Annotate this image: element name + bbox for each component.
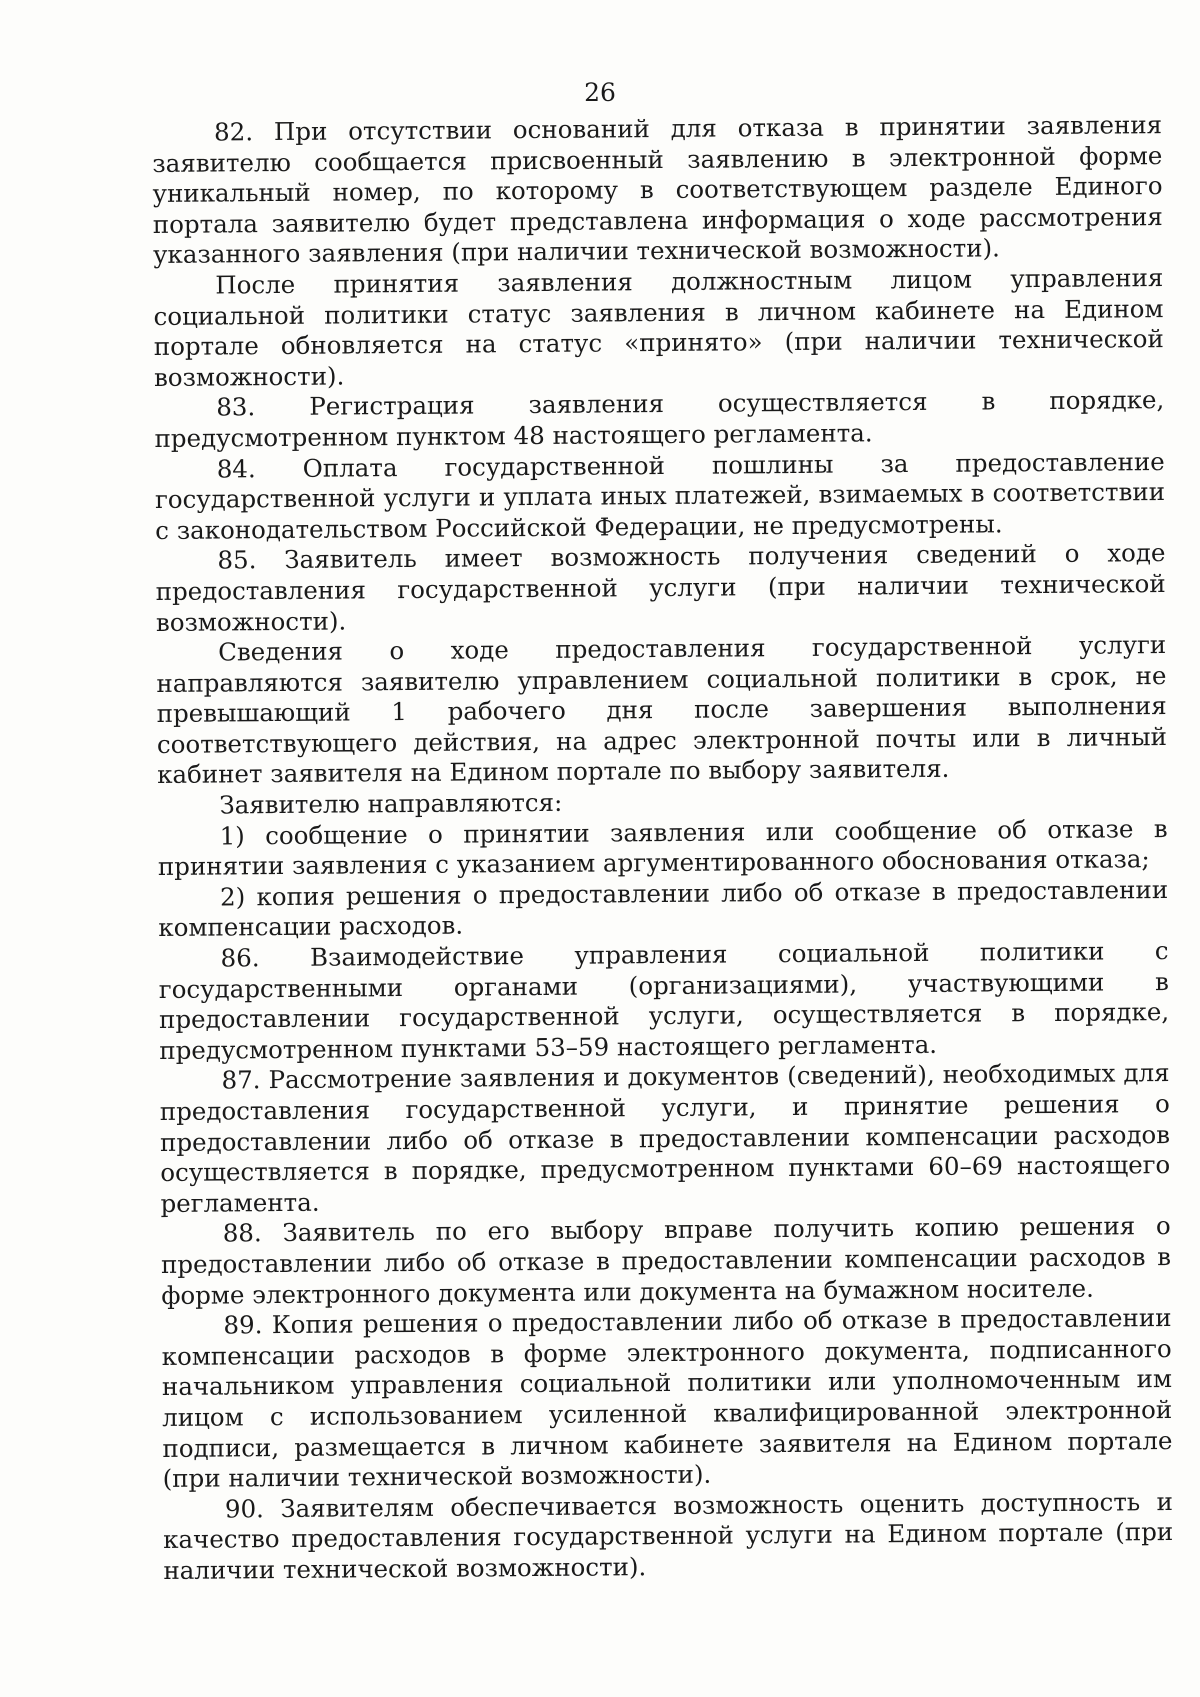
paragraph-84: 84. Оплата государственной пошлины за предоставление государственной услуги и уплата иных платежей, взимаемых в соответствии с законодательством Российской Федерации, не предусмотрены.	[154, 446, 1166, 545]
list-item-2: 2) копия решения о предоставлении либо об отказе в предоставлении компенсации расходов.	[158, 874, 1169, 943]
paragraph-85: 85. Заявитель имеет возможность получения сведений о ходе предоставления государственной услуги (при наличии технической возможности).	[155, 538, 1166, 637]
paragraph-85-info: Сведения о ходе предоставления государственной услуги направляются заявителю управлением социальной политики в срок, не превышающий 1 рабочего дня после завершения выполнения соответствующего действия, на адрес электронной почты или в личный кабинет заявителя на Едином портале по выбору заявителя.	[156, 630, 1168, 790]
paragraph-90: 90. Заявителям обеспечивается возможность оценить доступность и качество предоставления государственной услуги на Едином портале (при наличии технической возможности).	[163, 1486, 1174, 1585]
list-item-1: 1) сообщение о принятии заявления или сообщение об отказе в принятии заявления с указанием аргументированного обоснования отказа;	[157, 813, 1168, 882]
paragraph-83: 83. Регистрация заявления осуществляется в порядке, предусмотренном пунктом 48 настоящего регламента.	[154, 385, 1165, 453]
page-number: 26	[584, 78, 616, 107]
paragraph-87: 87. Рассмотрение заявления и документов (сведений), необходимых для предоставления государственной услуги, и принятие решения о предоставлении либо об отказе в предоставлении компенсации расходов осуществляется в порядке, предусмотренном пунктами 60–69 настоящего регламента.	[159, 1058, 1171, 1218]
paragraph-82-status: После принятия заявления должностным лицом управления социальной политики статус заявления в личном кабинете на Едином портале обновляется на статус «принято» (при наличии технической возможности).	[153, 263, 1164, 392]
paragraph-88: 88. Заявитель по его выбору вправе получить копию решения о предоставлении либо об отказе в предоставлении компенсации расходов в форме электронного документа или документа на бумажном носителе.	[160, 1211, 1172, 1310]
paragraph-86: 86. Взаимодействие управления социальной политики с государственными органами (организациями), участвующими в предоставлении государственной услуги, осуществляется в порядке, предусмотренном пунктами 53–59 настоящего регламента.	[158, 936, 1170, 1065]
document-body	[152, 110, 1174, 1586]
paragraph-82: 82. При отсутствии оснований для отказа в принятии заявления заявителю сообщается присвоенный заявлению в электронной форме уникальный номер, по которому в соответствующем разделе Единого портала заявителю будет представлена информация о ходе рассмотрения указанного заявления (при наличии технической возможности).	[152, 110, 1163, 270]
paragraph-89: 89. Копия решения о предоставлении либо об отказе в предоставлении компенсации расходов в форме электронного документа, подписанного начальником управления социальной политики или уполномоченным им лицом с использованием усиленной квалифицированной электронной подписи, размещается в личном кабинете заявителя на Едином портале (при наличии технической возможности).	[161, 1303, 1173, 1494]
paragraph-85-list-intro: Заявителю направляются:	[219, 787, 563, 820]
